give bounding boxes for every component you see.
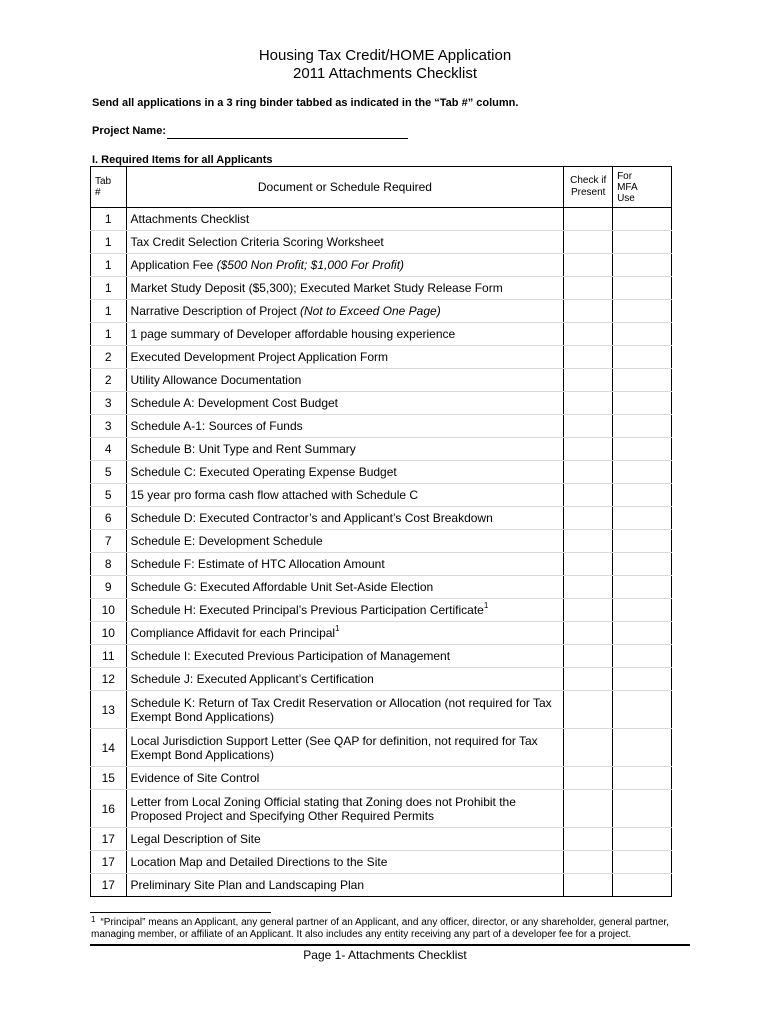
document-name — [126, 622, 564, 645]
document-text: Preliminary Site Plan and Landscaping Plan — [130, 878, 365, 892]
table-row — [91, 790, 672, 828]
check-if-present-cell[interactable] — [564, 277, 613, 300]
table-row — [91, 277, 672, 300]
checklist-rows — [91, 208, 672, 897]
project-name-field[interactable] — [167, 138, 408, 139]
mfa-use-cell — [613, 484, 672, 507]
table-row — [91, 254, 672, 277]
mfa-use-cell — [613, 729, 672, 767]
tab-number: 10 — [91, 599, 127, 622]
check-if-present-cell[interactable] — [564, 231, 613, 254]
mfa-use-cell — [613, 828, 672, 851]
tab-number: 17 — [91, 851, 127, 874]
mfa-use-cell — [613, 553, 672, 576]
document-text: Legal Description of Site — [130, 832, 261, 846]
footnote — [91, 917, 691, 941]
check-if-present-cell[interactable] — [564, 484, 613, 507]
document-name — [126, 438, 564, 461]
document-name — [126, 369, 564, 392]
document-text: Schedule B: Unit Type and Rent Summary — [130, 442, 356, 456]
tab-number: 1 — [91, 300, 127, 323]
table-row — [91, 415, 672, 438]
mfa-use-cell — [613, 599, 672, 622]
check-if-present-cell[interactable] — [564, 208, 613, 231]
check-if-present-cell[interactable] — [564, 790, 613, 828]
check-if-present-cell[interactable] — [564, 767, 613, 790]
tab-number: 4 — [91, 438, 127, 461]
tab-number: 1 — [91, 231, 127, 254]
document-name — [126, 790, 564, 828]
tab-number: 17 — [91, 874, 127, 897]
table-row — [91, 645, 672, 668]
check-if-present-cell[interactable] — [564, 668, 613, 691]
document-name — [126, 507, 564, 530]
tab-number: 2 — [91, 346, 127, 369]
tab-number: 1 — [91, 208, 127, 231]
mfa-use-cell — [613, 277, 672, 300]
document-name — [126, 346, 564, 369]
checklist-table — [90, 166, 672, 897]
document-name — [126, 874, 564, 897]
document-column-header: Document or Schedule Required — [126, 167, 564, 208]
table-row — [91, 346, 672, 369]
check-if-present-cell[interactable] — [564, 415, 613, 438]
document-name — [126, 277, 564, 300]
check-if-present-cell[interactable] — [564, 438, 613, 461]
document-name — [126, 767, 564, 790]
footnote-reference: 1 — [335, 624, 340, 633]
mfa-column-header — [613, 167, 672, 208]
document-text: Schedule C: Executed Operating Expense Budget — [130, 465, 397, 479]
document-name — [126, 553, 564, 576]
document-name — [126, 599, 564, 622]
tab-number: 9 — [91, 576, 127, 599]
table-row — [91, 767, 672, 790]
mfa-use-cell — [613, 767, 672, 790]
document-name — [126, 851, 564, 874]
document-text: Schedule G: Executed Affordable Unit Set-Aside Election — [130, 580, 434, 594]
document-name — [126, 645, 564, 668]
document-note: (Not to Exceed One Page) — [299, 304, 441, 318]
mfa-use-cell — [613, 851, 672, 874]
mfa-use-cell — [613, 507, 672, 530]
instructions-text: Send all applications in a 3 ring binder tabbed as indicated in the “Tab #” column. — [92, 97, 519, 109]
footnote-mark: 1 — [91, 915, 96, 924]
mfa-use-cell — [613, 530, 672, 553]
table-row — [91, 622, 672, 645]
document-name — [126, 828, 564, 851]
table-row — [91, 599, 672, 622]
table-header-row — [91, 167, 672, 208]
tab-number: 14 — [91, 729, 127, 767]
check-if-present-cell[interactable] — [564, 300, 613, 323]
check-if-present-cell[interactable] — [564, 346, 613, 369]
table-row — [91, 691, 672, 729]
table-row — [91, 392, 672, 415]
mfa-use-cell — [613, 874, 672, 897]
check-if-present-cell[interactable] — [564, 254, 613, 277]
tab-number: 15 — [91, 767, 127, 790]
table-row — [91, 461, 672, 484]
mfa-use-cell — [613, 369, 672, 392]
document-name — [126, 300, 564, 323]
tab-number: 5 — [91, 461, 127, 484]
document-text: 1 page summary of Developer affordable housing experience — [130, 327, 456, 341]
mfa-use-cell — [613, 461, 672, 484]
mfa-header-line3: Use — [617, 192, 635, 204]
mfa-use-cell — [613, 323, 672, 346]
document-text: Schedule H: Executed Principal’s Previous Participation Certificate — [130, 603, 484, 617]
tab-number: 16 — [91, 790, 127, 828]
table-row — [91, 484, 672, 507]
document-text: Compliance Affidavit for each Principal — [130, 626, 336, 640]
document-text: Local Jurisdiction Support Letter (See QAP for definition, not required for Tax Exempt Bond Applications) — [130, 733, 538, 762]
mfa-use-cell — [613, 790, 672, 828]
tab-number: 13 — [91, 691, 127, 729]
table-row — [91, 851, 672, 874]
table-row — [91, 208, 672, 231]
mfa-use-cell — [613, 668, 672, 691]
check-if-present-cell[interactable] — [564, 622, 613, 645]
table-row — [91, 729, 672, 767]
document-text: Market Study Deposit ($5,300); Executed Market Study Release Form — [130, 281, 503, 295]
check-if-present-cell[interactable] — [564, 323, 613, 346]
check-if-present-cell[interactable] — [564, 645, 613, 668]
document-text: Executed Development Project Application Form — [130, 350, 389, 364]
document-text: Schedule J: Executed Applicant’s Certification — [130, 672, 374, 686]
document-text: Narrative Description of Project — [130, 304, 300, 318]
document-name — [126, 208, 564, 231]
check-if-present-cell[interactable] — [564, 691, 613, 729]
document-name — [126, 231, 564, 254]
check-if-present-cell[interactable] — [564, 851, 613, 874]
document-text: Attachments Checklist — [130, 212, 250, 226]
check-if-present-cell[interactable] — [564, 461, 613, 484]
mfa-use-cell — [613, 438, 672, 461]
document-text: Schedule K: Return of Tax Credit Reservation or Allocation (not required for Tax Exempt Bond Applications) — [130, 695, 552, 724]
document-text: Schedule F: Estimate of HTC Allocation Amount — [130, 557, 385, 571]
section-heading: I. Required Items for all Applicants — [92, 154, 273, 166]
document-text: Schedule A: Development Cost Budget — [130, 396, 339, 410]
table-row — [91, 874, 672, 897]
mfa-use-cell — [613, 576, 672, 599]
tab-number: 6 — [91, 507, 127, 530]
document-name — [126, 392, 564, 415]
document-name — [126, 323, 564, 346]
check-if-present-cell[interactable] — [564, 369, 613, 392]
document-note: ($500 Non Profit; $1,000 For Profit) — [216, 258, 405, 272]
document-name — [126, 254, 564, 277]
tab-number: 3 — [91, 415, 127, 438]
check-if-present-cell[interactable] — [564, 828, 613, 851]
document-text: Location Map and Detailed Directions to the Site — [130, 855, 388, 869]
mfa-use-cell — [613, 691, 672, 729]
check-column-header — [564, 167, 613, 208]
tab-number: 12 — [91, 668, 127, 691]
footnote-text: “Principal” means an Applicant, any general partner of an Applicant, and any officer, director, or any shareholder, general partner, managing member, or affiliate of an Applicant. It also includes any entity receiving any part of a developer fee for a project. — [91, 917, 669, 940]
table-row — [91, 576, 672, 599]
mfa-use-cell — [613, 346, 672, 369]
mfa-use-cell — [613, 208, 672, 231]
tab-column-header — [91, 167, 127, 208]
tab-number: 2 — [91, 369, 127, 392]
document-name — [126, 530, 564, 553]
check-if-present-cell[interactable] — [564, 530, 613, 553]
mfa-use-cell — [613, 300, 672, 323]
footnote-reference: 1 — [483, 601, 489, 610]
mfa-header-line2: MFA — [617, 181, 638, 193]
document-text: 15 year pro forma cash flow attached with Schedule C — [130, 488, 419, 502]
tab-number: 17 — [91, 828, 127, 851]
table-row — [91, 231, 672, 254]
tab-number: 7 — [91, 530, 127, 553]
document-name — [126, 484, 564, 507]
document-name — [126, 576, 564, 599]
document-text: Schedule D: Executed Contractor’s and Applicant’s Cost Breakdown — [130, 511, 493, 525]
table-row — [91, 438, 672, 461]
project-name-label: Project Name: — [92, 125, 166, 137]
document-name — [126, 461, 564, 484]
tab-number: 8 — [91, 553, 127, 576]
tab-header-line2: # — [95, 187, 101, 198]
table-row — [91, 668, 672, 691]
document-text: Tax Credit Selection Criteria Scoring Worksheet — [130, 235, 384, 249]
tab-number: 1 — [91, 323, 127, 346]
tab-header-line1: Tab — [95, 176, 112, 187]
mfa-use-cell — [613, 645, 672, 668]
document-text: Schedule I: Executed Previous Participation of Management — [130, 649, 451, 663]
mfa-use-cell — [613, 415, 672, 438]
tab-number: 11 — [91, 645, 127, 668]
check-if-present-cell[interactable] — [564, 507, 613, 530]
mfa-header-line1: For — [617, 170, 633, 182]
mfa-use-cell — [613, 392, 672, 415]
check-if-present-cell[interactable] — [564, 392, 613, 415]
table-row — [91, 828, 672, 851]
tab-number: 5 — [91, 484, 127, 507]
page-footer: Page 1- Attachments Checklist — [303, 948, 467, 962]
document-name — [126, 729, 564, 767]
check-if-present-cell[interactable] — [564, 874, 613, 897]
footnote-bottom-rule — [90, 944, 690, 946]
table-row — [91, 300, 672, 323]
tab-number: 1 — [91, 277, 127, 300]
document-name — [126, 415, 564, 438]
document-subtitle: 2011 Attachments Checklist — [293, 65, 477, 82]
check-if-present-cell[interactable] — [564, 729, 613, 767]
check-if-present-cell[interactable] — [564, 553, 613, 576]
tab-number: 3 — [91, 392, 127, 415]
table-row — [91, 507, 672, 530]
table-row — [91, 553, 672, 576]
tab-number: 10 — [91, 622, 127, 645]
tab-number: 1 — [91, 254, 127, 277]
document-text: Application Fee — [130, 258, 217, 272]
document-title: Housing Tax Credit/HOME Application — [258, 47, 512, 64]
document-text: Letter from Local Zoning Official stating that Zoning does not Prohibit the Proposed Project and Specifying Other Required Permits — [130, 794, 516, 823]
check-header-line2: Present — [570, 187, 606, 198]
mfa-use-cell — [613, 254, 672, 277]
table-row — [91, 369, 672, 392]
document-text: Evidence of Site Control — [130, 771, 260, 785]
mfa-use-cell — [613, 231, 672, 254]
table-row — [91, 323, 672, 346]
document-text: Utility Allowance Documentation — [130, 373, 302, 387]
table-row — [91, 530, 672, 553]
document-name — [126, 668, 564, 691]
check-if-present-cell[interactable] — [564, 576, 613, 599]
mfa-use-cell — [613, 622, 672, 645]
check-if-present-cell[interactable] — [564, 599, 613, 622]
check-header-line1: Check if — [570, 175, 607, 186]
footnote-rule — [90, 912, 271, 913]
document-text: Schedule A-1: Sources of Funds — [130, 419, 303, 433]
document-name — [126, 691, 564, 729]
document-text: Schedule E: Development Schedule — [130, 534, 323, 548]
